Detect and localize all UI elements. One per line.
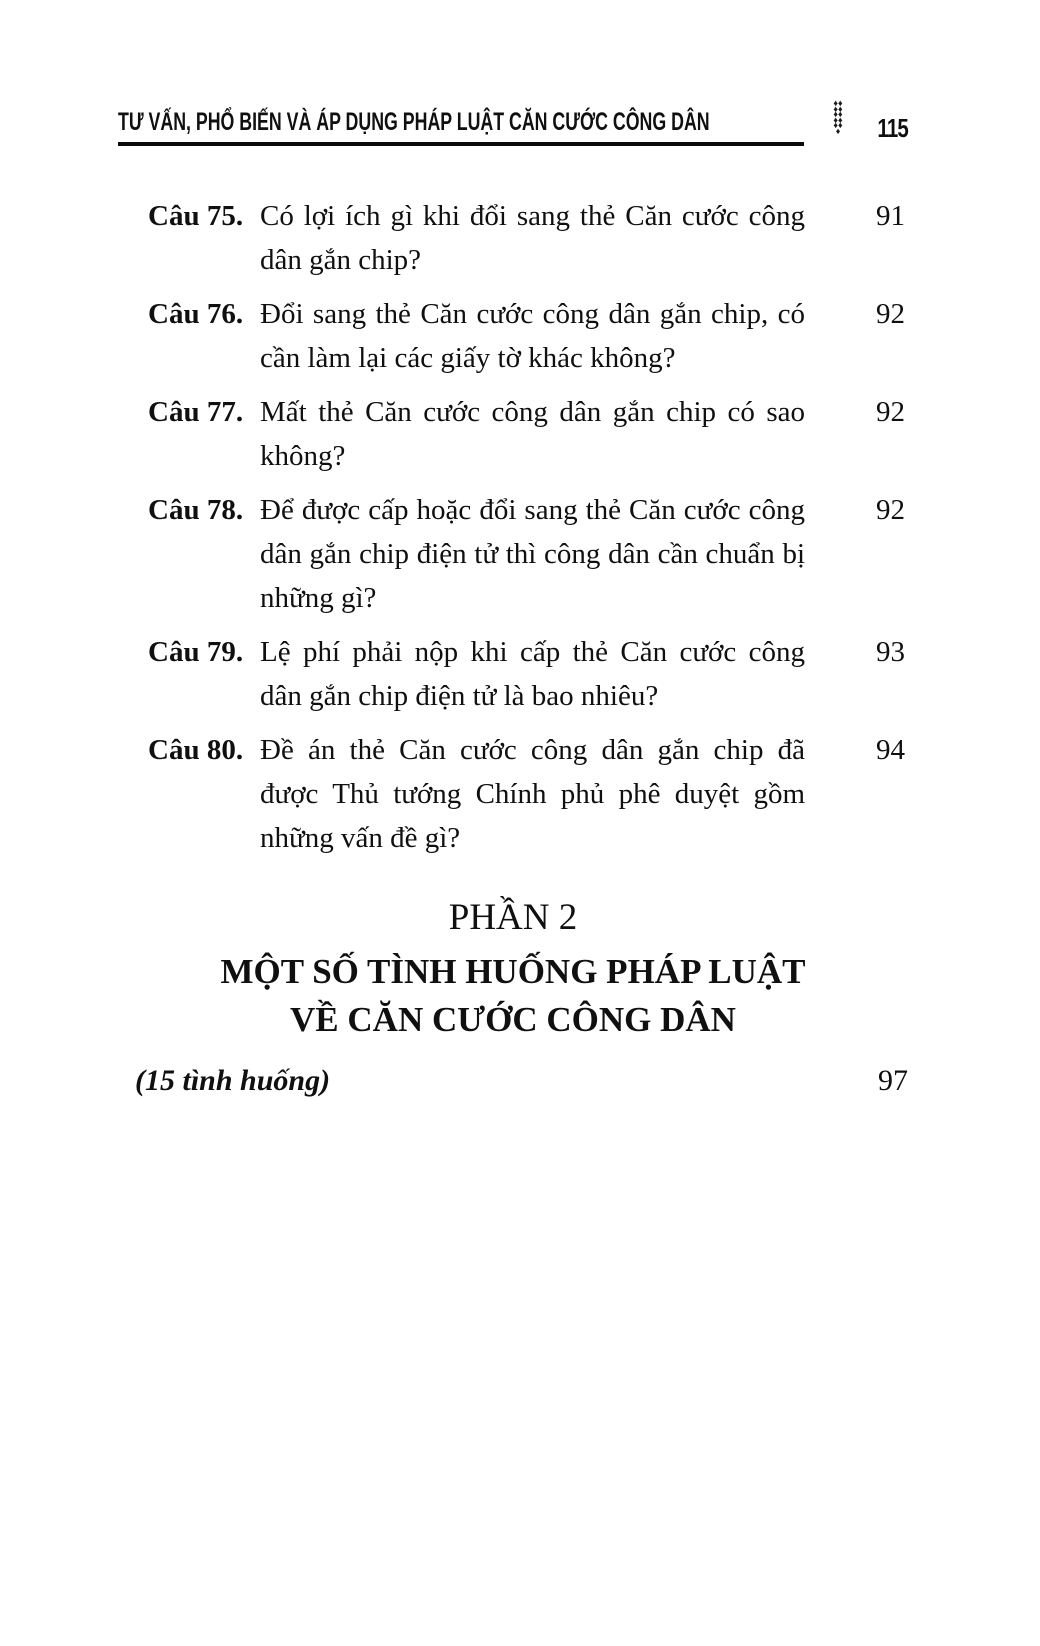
toc-entry-title: Đổi sang thẻ Căn cước công dân gắn chip, có cần làm lại các giấy tờ khác không? bbox=[260, 298, 805, 374]
toc-entry-page-number: 92 bbox=[876, 396, 905, 428]
toc-entry bbox=[148, 390, 905, 478]
toc-entry-page-number: 94 bbox=[876, 734, 905, 766]
toc-entry bbox=[148, 488, 905, 620]
section-subtitle-row bbox=[135, 1064, 908, 1098]
section-title bbox=[118, 948, 908, 1044]
toc-entry-label: Câu 80. bbox=[148, 734, 244, 766]
running-header-text: TƯ VẤN, PHỔ BIẾN VÀ ÁP DỤNG PHÁP LUẬT CĂN CƯỚC CÔNG DÂN bbox=[118, 108, 710, 137]
toc-entry-title: Mất thẻ Căn cước công dân gắn chip có sao không? bbox=[260, 396, 805, 472]
section-title-line2: VỀ CĂN CƯỚC CÔNG DÂN bbox=[290, 1000, 736, 1039]
toc-entry bbox=[148, 292, 905, 380]
section-subtitle: (15 tình huống) bbox=[135, 1064, 331, 1097]
toc-entry-page-number: 92 bbox=[876, 494, 905, 526]
toc-entry-label: Câu 77. bbox=[148, 396, 244, 428]
toc-entry-page-number: 92 bbox=[876, 298, 905, 330]
running-header-title bbox=[118, 108, 804, 146]
toc-entry-label: Câu 79. bbox=[148, 636, 244, 668]
toc-entry-title: Lệ phí phải nộp khi cấp thẻ Căn cước công dân gắn chip điện tử là bao nhiêu? bbox=[260, 636, 805, 712]
toc-entry-label: Câu 76. bbox=[148, 298, 244, 330]
toc-entry bbox=[148, 728, 905, 860]
section-title-line1: MỘT SỐ TÌNH HUỐNG PHÁP LUẬT bbox=[220, 952, 806, 991]
toc-entry-title: Để được cấp hoặc đổi sang thẻ Căn cước công dân gắn chip điện tử thì công dân cần chuẩn bị những gì? bbox=[260, 494, 805, 614]
toc-entry-page-number: 93 bbox=[876, 636, 905, 668]
toc-list bbox=[148, 194, 905, 870]
header-page-number: 115 bbox=[877, 114, 908, 144]
toc-entry bbox=[148, 630, 905, 718]
part-label: PHẦN 2 bbox=[448, 897, 578, 938]
ornament-zipper-icon: ♦♦♦♦♦♦♦♦♦♦♦ bbox=[833, 98, 843, 136]
toc-entry-page-number: 91 bbox=[876, 200, 905, 232]
toc-entry-label: Câu 75. bbox=[148, 200, 244, 232]
section-subtitle-page-number: 97 bbox=[878, 1064, 908, 1097]
toc-entry-title: Có lợi ích gì khi đổi sang thẻ Căn cước công dân gắn chip? bbox=[260, 200, 805, 276]
toc-entry-label: Câu 78. bbox=[148, 494, 244, 526]
toc-entry bbox=[148, 194, 905, 282]
toc-entry-title: Đề án thẻ Căn cước công dân gắn chip đã được Thủ tướng Chính phủ phê duyệt gồm những vấn đề gì? bbox=[260, 734, 805, 854]
